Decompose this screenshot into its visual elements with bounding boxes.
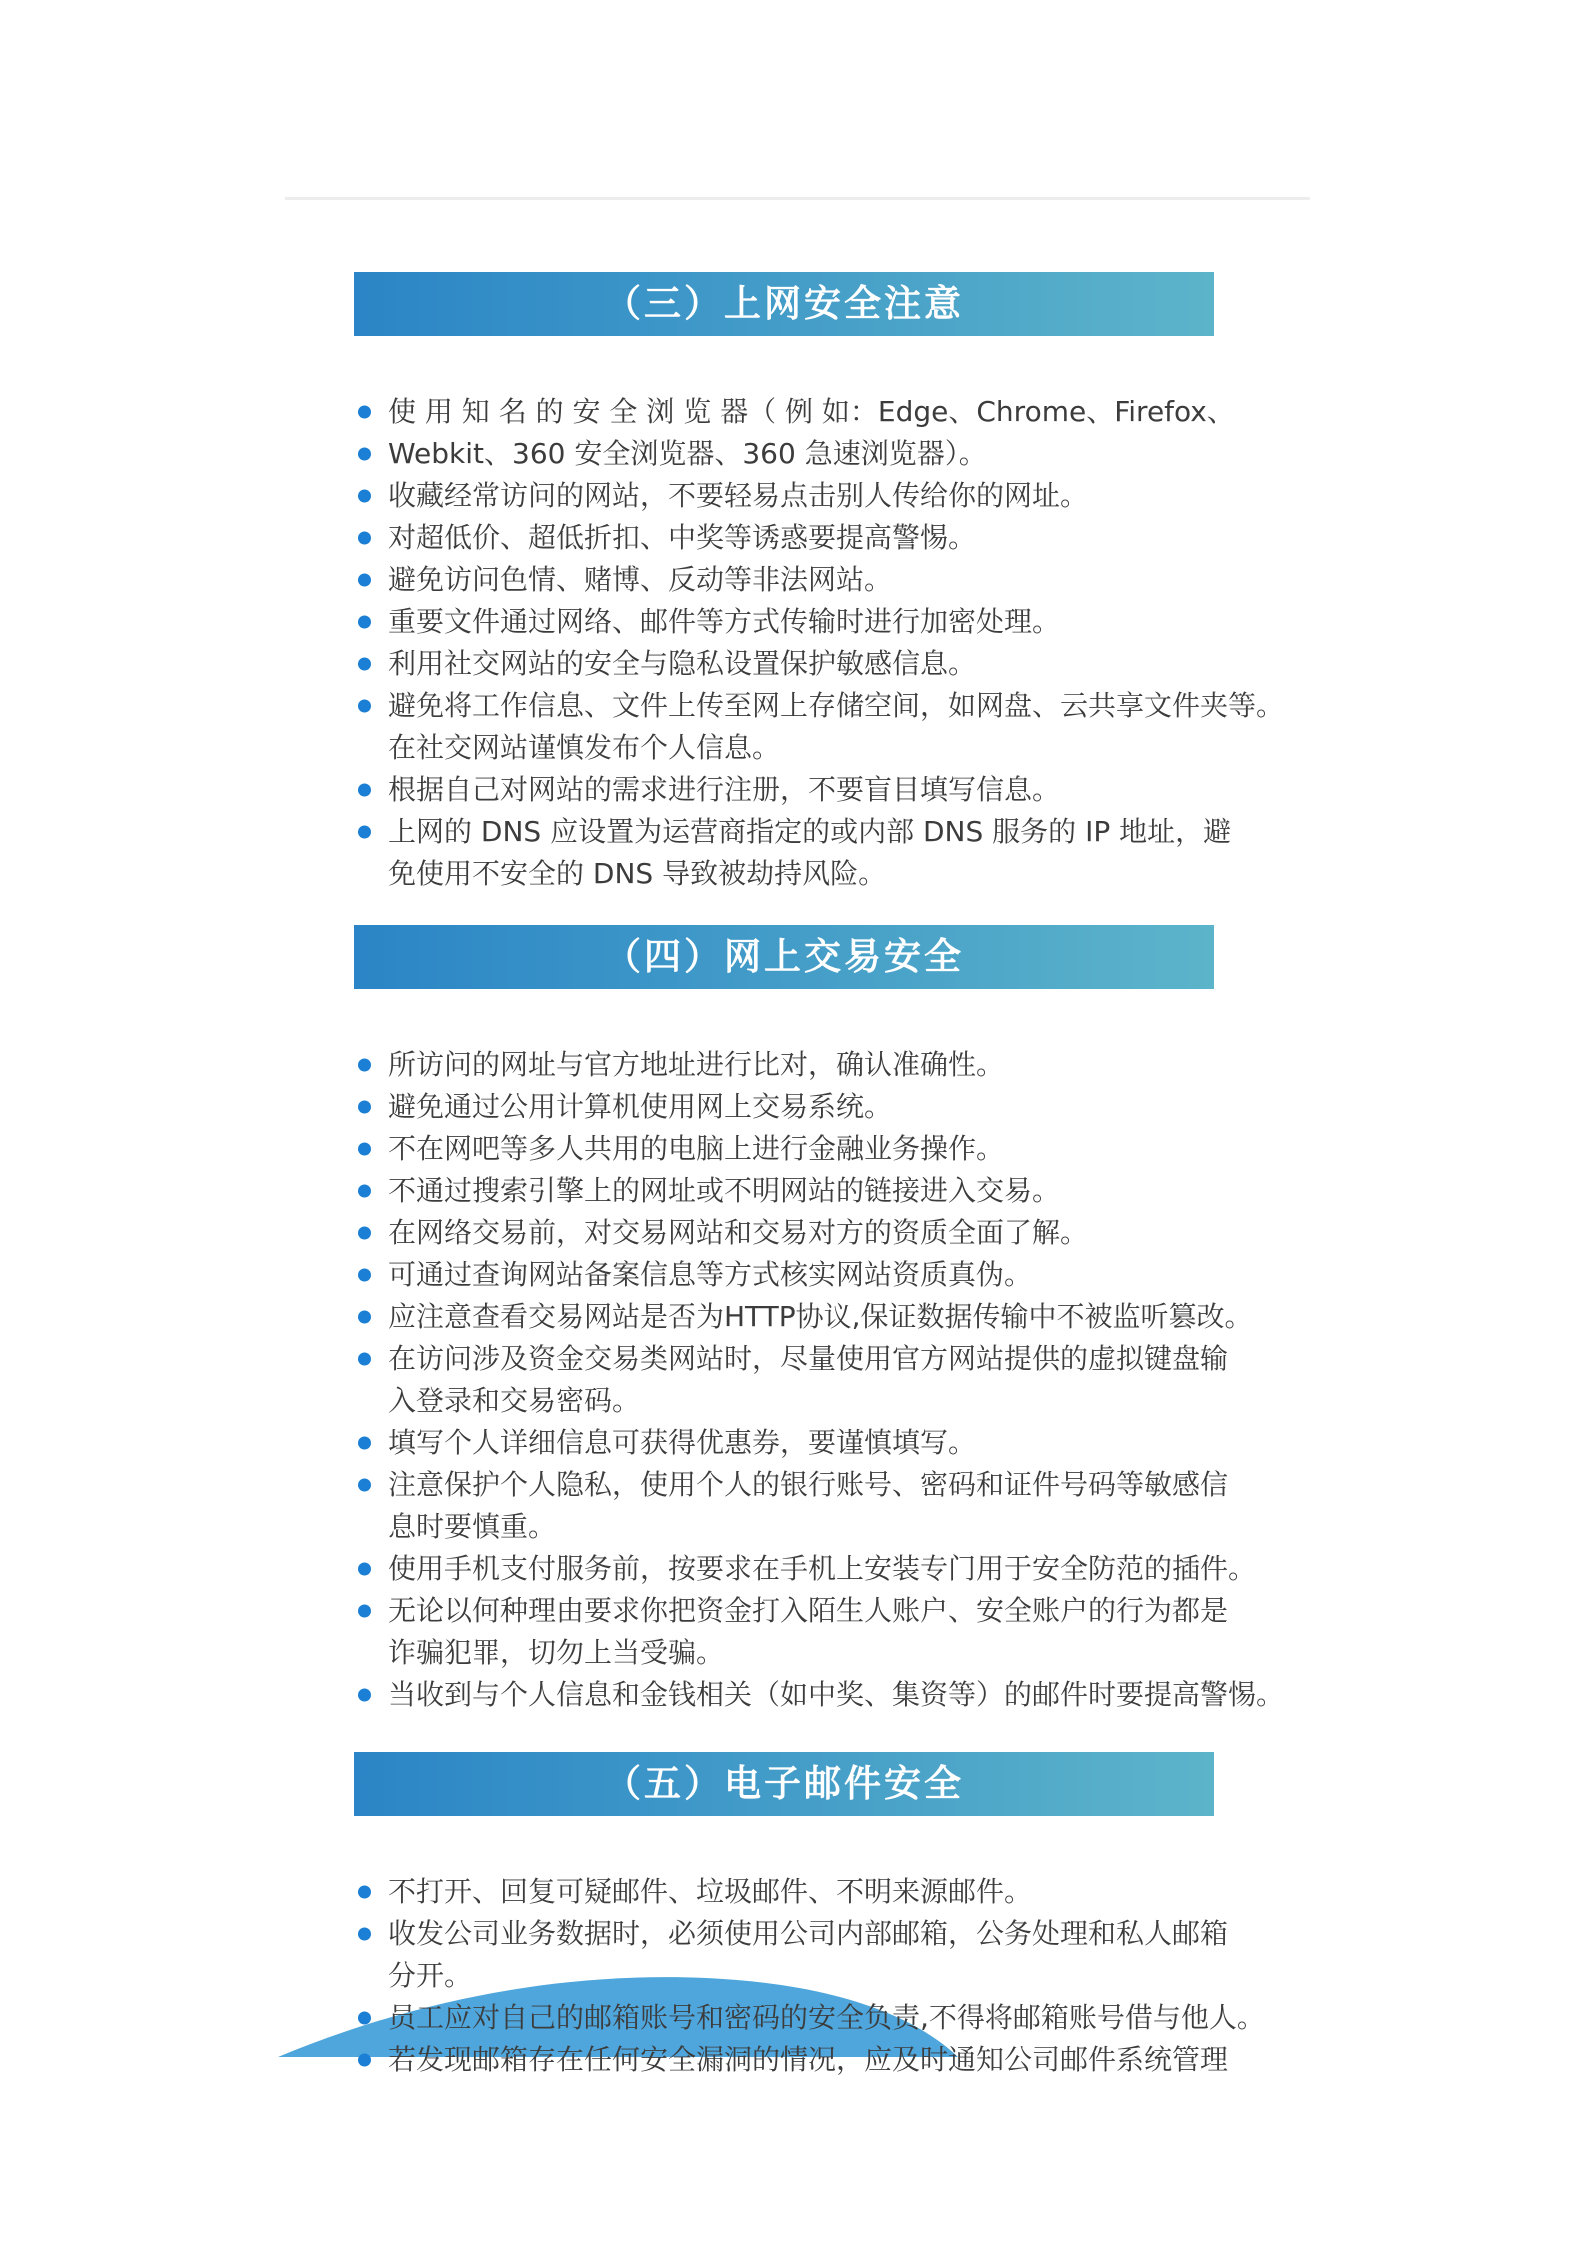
bullet-dot-icon	[358, 1689, 371, 1702]
bullet-dot-icon	[358, 1928, 371, 1941]
bullet-dot-icon	[358, 1269, 371, 1282]
section-banner	[354, 272, 1214, 336]
bullet-line	[354, 853, 1214, 895]
bullet-line	[354, 559, 1214, 601]
section-banner	[354, 1752, 1214, 1816]
bullet-dot-icon	[358, 1563, 371, 1576]
bullet-dot-icon	[358, 1311, 371, 1324]
bullet-dot-icon	[358, 1479, 371, 1492]
bullet-text: 上网的 DNS 应设置为运营商指定的或内部 DNS 服务的 IP 地址，避	[388, 815, 1232, 848]
bullet-text: 避免将工作信息、文件上传至网上存储空间，如网盘、云共享文件夹等。	[388, 689, 1285, 722]
bullet-text: 可通过查询网站备案信息等方式核实网站资质真伪。	[388, 1258, 1033, 1291]
section-title: （三）上网安全注意	[604, 282, 964, 325]
bullet-line	[354, 1590, 1229, 1632]
bullet-line	[354, 433, 1214, 475]
bullet-line	[354, 391, 1235, 433]
bullet-line	[354, 1338, 1229, 1380]
bullet-dot-icon	[358, 2012, 371, 2025]
bullet-text: Webkit、360 安全浏览器、360 急速浏览器）。	[388, 437, 987, 470]
content-column	[354, 0, 1285, 2081]
bullet-dot-icon	[358, 1437, 371, 1450]
bullet-list	[354, 1044, 1285, 1716]
bullet-list	[354, 391, 1285, 895]
bullet-text: 重要文件通过网络、邮件等方式传输时进行加密处理。	[388, 605, 1061, 638]
bullet-line	[354, 1674, 1285, 1716]
bullet-dot-icon	[358, 1059, 371, 1072]
bullet-dot-icon	[358, 1143, 371, 1156]
bullet-line	[354, 1254, 1214, 1296]
bullet-text: 根据自己对网站的需求进行注册，不要盲目填写信息。	[388, 773, 1061, 806]
bullet-text: 免使用不安全的 DNS 导致被劫持风险。	[388, 857, 887, 890]
bullet-dot-icon	[358, 1605, 371, 1618]
bullet-text: 使用手机支付服务前，按要求在手机上安装专门用于安全防范的插件。	[388, 1552, 1257, 1585]
bullet-dot-icon	[358, 1227, 371, 1240]
bullet-text: 在网络交易前，对交易网站和交易对方的资质全面了解。	[388, 1216, 1089, 1249]
bullet-text: 收藏经常访问的网站，不要轻易点击别人传给你的网址。	[388, 479, 1089, 512]
bullet-text: 收发公司业务数据时，必须使用公司内部邮箱，公务处理和私人邮箱	[388, 1917, 1229, 1950]
bullet-dot-icon	[358, 2054, 371, 2067]
bullet-text: 不打开、回复可疑邮件、垃圾邮件、不明来源邮件。	[388, 1875, 1033, 1908]
bullet-dot-icon	[358, 1353, 371, 1366]
bullet-text: 诈骗犯罪，切勿上当受骗。	[388, 1636, 725, 1669]
bullet-line	[354, 1086, 1214, 1128]
bullet-text: 分开。	[388, 1959, 473, 1992]
bullet-line	[354, 517, 1214, 559]
bullet-line	[354, 1913, 1229, 1955]
bullet-dot-icon	[358, 490, 371, 503]
section	[354, 1752, 1265, 2081]
bullet-line	[354, 727, 1214, 769]
bullet-line	[354, 1380, 1214, 1422]
bullet-line	[354, 769, 1214, 811]
bullet-dot-icon	[358, 700, 371, 713]
section-title: （五）电子邮件安全	[604, 1762, 964, 1805]
bullet-dot-icon	[358, 532, 371, 545]
bullet-line	[354, 1170, 1214, 1212]
bullet-line	[354, 1044, 1214, 1086]
bullet-dot-icon	[358, 574, 371, 587]
bullet-dot-icon	[358, 1185, 371, 1198]
bullet-text: 对超低价、超低折扣、中奖等诱惑要提高警惕。	[388, 521, 977, 554]
bullet-line	[354, 1212, 1214, 1254]
bullet-text: 息时要慎重。	[388, 1510, 557, 1543]
bullet-text: 员工应对自己的邮箱账号和密码的安全负责,不得将邮箱账号借与他人。	[388, 2001, 1265, 2034]
section-title: （四）网上交易安全	[604, 935, 964, 978]
bullet-text: 所访问的网址与官方地址进行比对，确认准确性。	[388, 1048, 1005, 1081]
bullet-line	[354, 643, 1214, 685]
bullet-text: 不在网吧等多人共用的电脑上进行金融业务操作。	[388, 1132, 1005, 1165]
bullet-line	[354, 1464, 1229, 1506]
bullet-line	[354, 1955, 1214, 1997]
bullet-dot-icon	[358, 1886, 371, 1899]
bullet-line	[354, 1296, 1253, 1338]
bullet-text: 使 用 知 名 的 安 全 浏 览 器（ 例 如：Edge、Chrome、Firefox、	[388, 395, 1235, 428]
bullet-text: 当收到与个人信息和金钱相关（如中奖、集资等）的邮件时要提高警惕。	[388, 1678, 1285, 1711]
bullet-dot-icon	[358, 616, 371, 629]
bullet-line	[354, 475, 1214, 517]
bullet-dot-icon	[358, 448, 371, 461]
bullet-line	[354, 1632, 1214, 1674]
bullet-text: 若发现邮箱存在任何安全漏洞的情况，应及时通知公司邮件系统管理	[388, 2043, 1229, 2076]
bullet-text: 应注意查看交易网站是否为HTTP协议,保证数据传输中不被监听篡改。	[388, 1300, 1253, 1333]
section	[354, 925, 1285, 1716]
bullet-line	[354, 811, 1232, 853]
bullet-dot-icon	[358, 826, 371, 839]
bullet-line	[354, 1128, 1214, 1170]
bullet-line	[354, 1997, 1265, 2039]
bullet-line	[354, 2039, 1229, 2081]
bullet-text: 在访问涉及资金交易类网站时，尽量使用官方网站提供的虚拟键盘输	[388, 1342, 1229, 1375]
section-banner	[354, 925, 1214, 989]
bullet-line	[354, 685, 1285, 727]
bullet-text: 避免访问色情、赌博、反动等非法网站。	[388, 563, 893, 596]
bullet-text: 避免通过公用计算机使用网上交易系统。	[388, 1090, 893, 1123]
bullet-text: 入登录和交易密码。	[388, 1384, 641, 1417]
bullet-text: 注意保护个人隐私，使用个人的银行账号、密码和证件号码等敏感信	[388, 1468, 1229, 1501]
bullet-dot-icon	[358, 1101, 371, 1114]
bullet-text: 在社交网站谨慎发布个人信息。	[388, 731, 781, 764]
section	[354, 272, 1285, 895]
bullet-text: 不通过搜索引擎上的网址或不明网站的链接进入交易。	[388, 1174, 1061, 1207]
bullet-dot-icon	[358, 784, 371, 797]
bullet-line	[354, 1422, 1214, 1464]
bullet-dot-icon	[358, 658, 371, 671]
bullet-text: 填写个人详细信息可获得优惠券，要谨慎填写。	[388, 1426, 977, 1459]
bullet-line	[354, 1871, 1214, 1913]
bullet-line	[354, 601, 1214, 643]
bullet-dot-icon	[358, 406, 371, 419]
bullet-text: 利用社交网站的安全与隐私设置保护敏感信息。	[388, 647, 977, 680]
bullet-line	[354, 1548, 1257, 1590]
bullet-text: 无论以何种理由要求你把资金打入陌生人账户、安全账户的行为都是	[388, 1594, 1229, 1627]
bullet-line	[354, 1506, 1214, 1548]
bullet-list	[354, 1871, 1265, 2081]
